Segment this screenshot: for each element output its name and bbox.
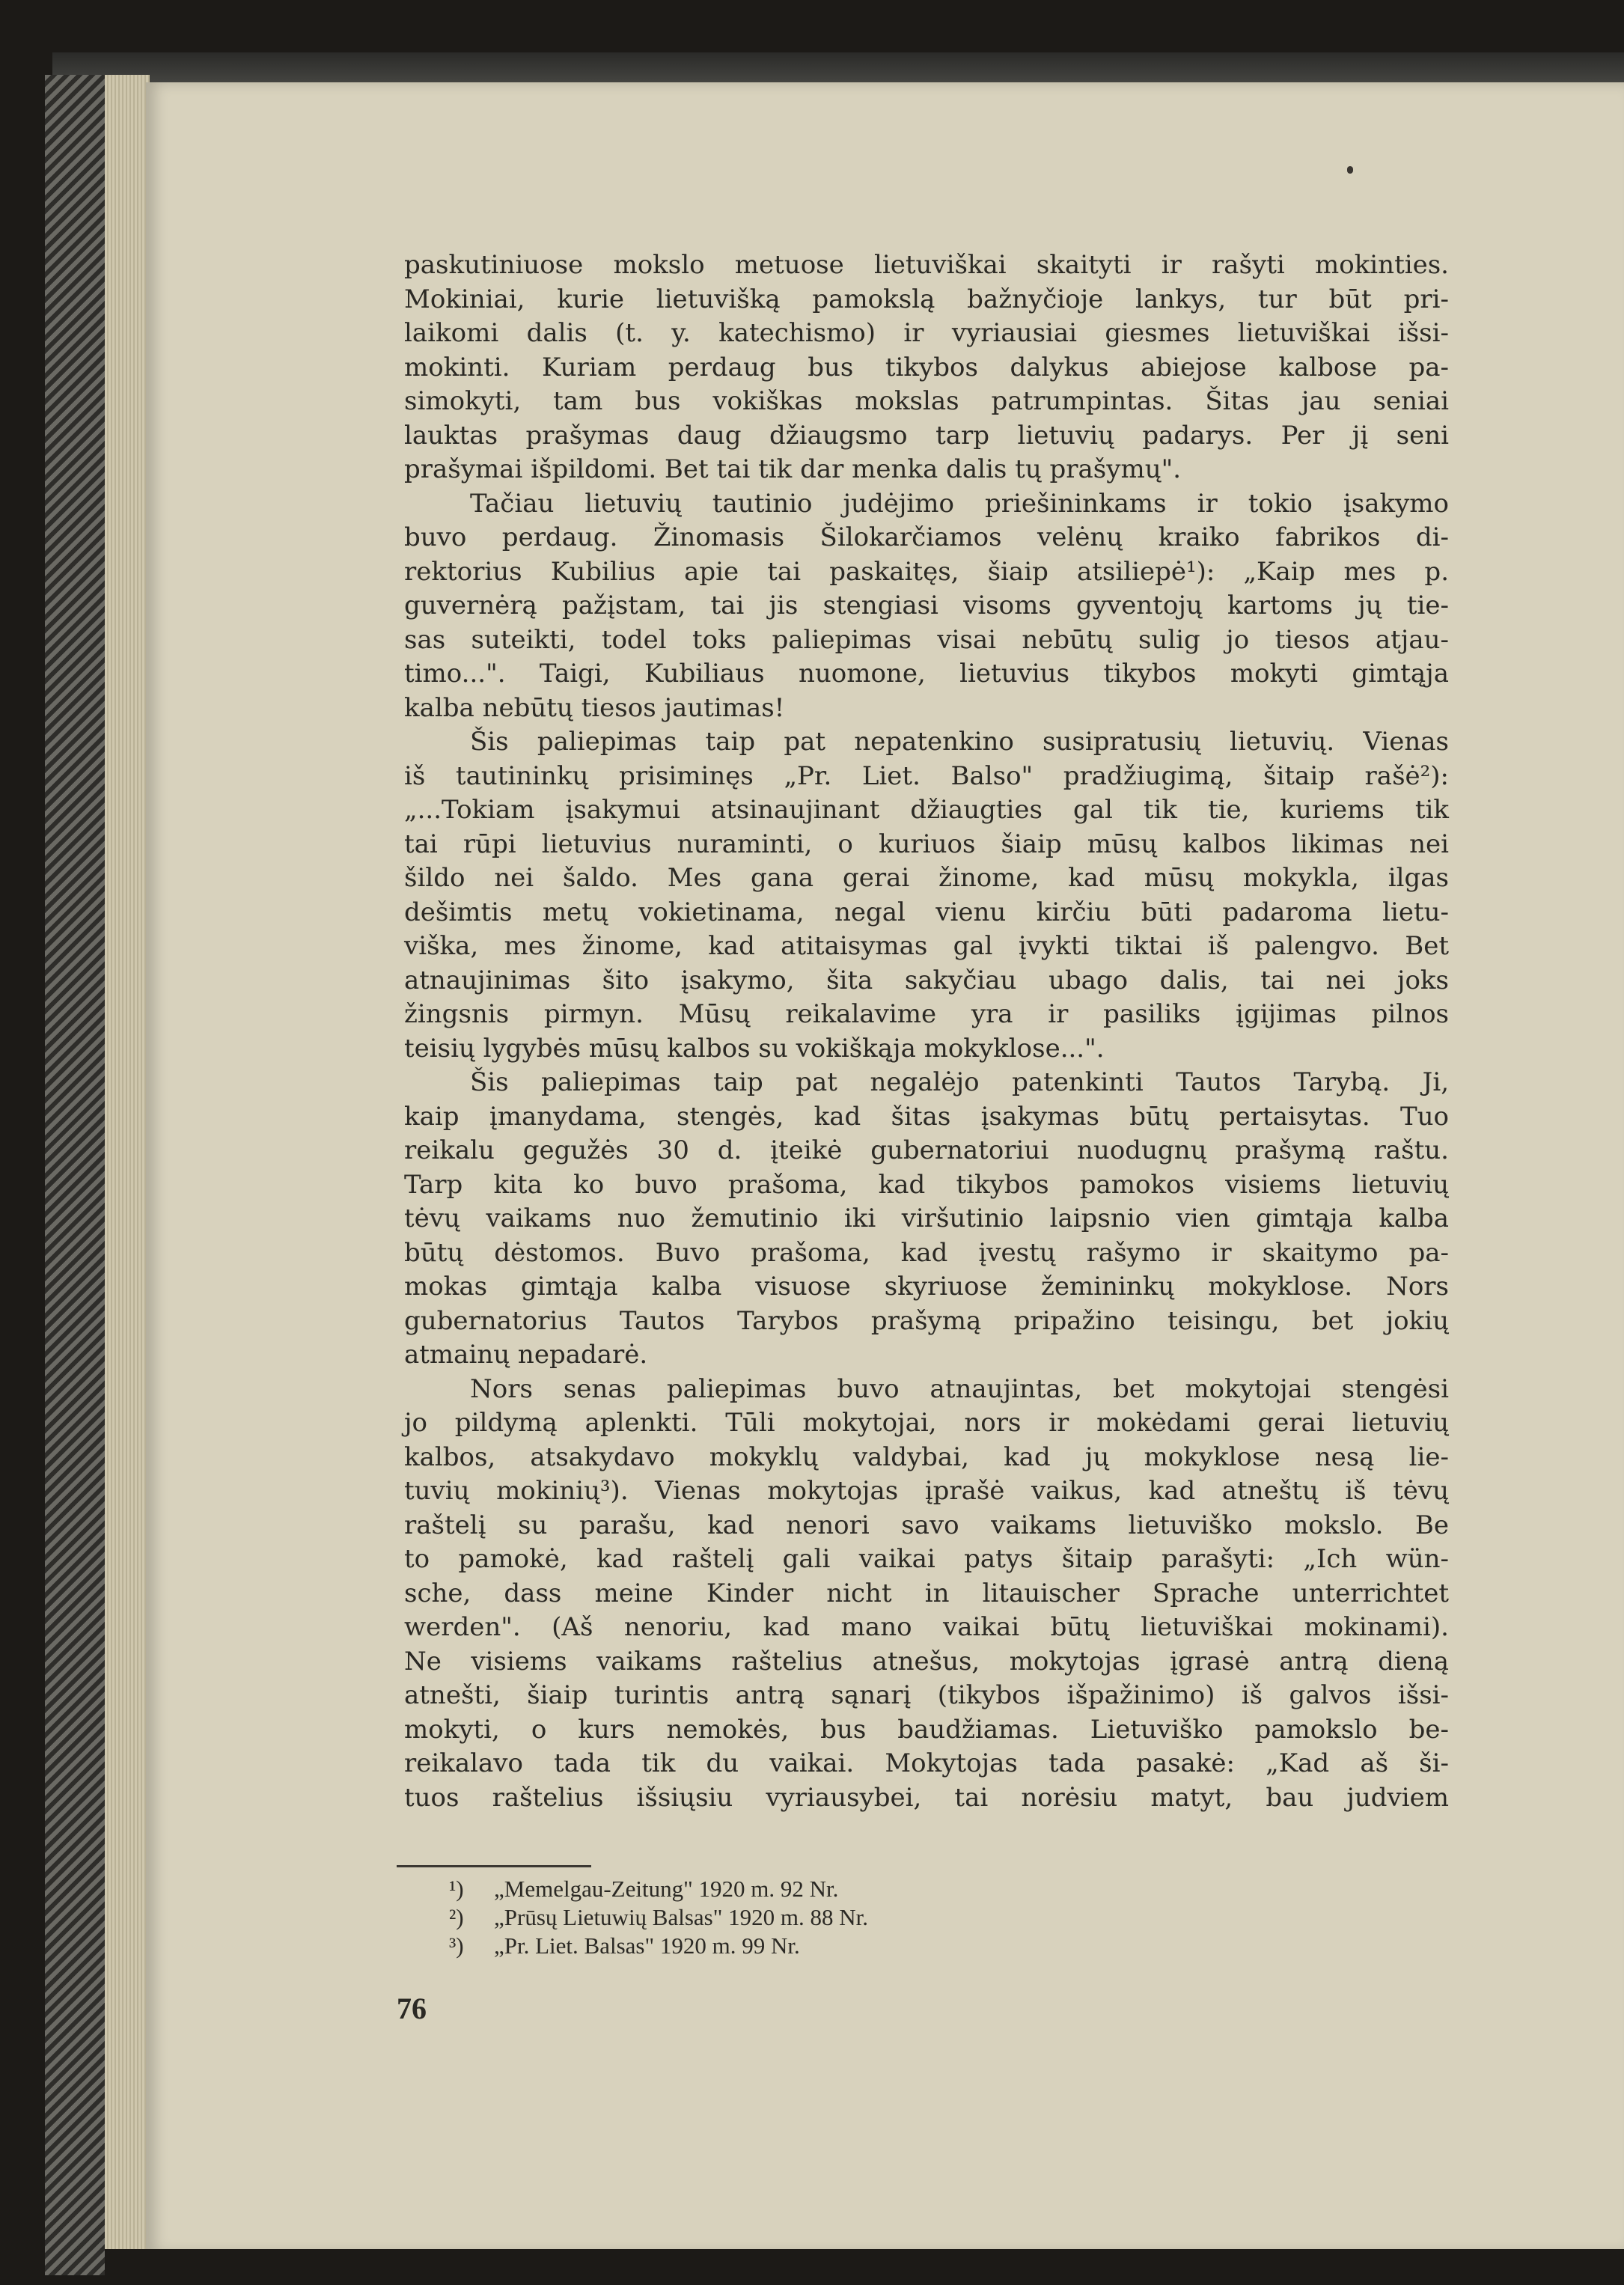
text-line: mokas gimtąja kalba visuose skyriuose žemininkų mokyklose. Nors bbox=[404, 1272, 1449, 1302]
text-line: laikomi dalis (t. y. katechismo) ir vyriausiai giesmes lietuviškai išsi- bbox=[404, 318, 1449, 348]
text-line: Nors senas paliepimas buvo atnaujintas, bet mokytojai stengėsi bbox=[470, 1373, 1449, 1404]
text-line: kaip įmanydama, stengės, kad šitas įsakymas būtų pertaisytas. Tuo bbox=[404, 1101, 1449, 1132]
text-line: to pamokė, kad raštelį gali vaikai patys šitaip parašyti: „Ich wün- bbox=[404, 1544, 1449, 1574]
text-line: tuvių mokinių³). Vienas mokytojas įprašė vaikus, kad atneštų iš tėvų bbox=[404, 1476, 1449, 1506]
text-line: Šis paliepimas taip pat nepatenkino susipratusių lietuvių. Vienas bbox=[470, 727, 1449, 757]
footnote-divider bbox=[397, 1865, 591, 1867]
text-line: Ne visiems vaikams raštelius atnešus, mokytojas įgrasė antrą dieną bbox=[404, 1646, 1449, 1677]
text-line: atnaujinimas šito įsakymo, šita sakyčiau ubago dalis, tai nei joks bbox=[404, 965, 1449, 995]
footnote bbox=[449, 1875, 868, 1903]
text-line: atmainų nepadarė. bbox=[404, 1340, 648, 1370]
footnote-text: „Pr. Liet. Balsas" 1920 m. 99 Nr. bbox=[494, 1932, 800, 1959]
text-line: buvo perdaug. Žinomasis Šilokarčiamos velėnų kraiko fabrikos di- bbox=[404, 522, 1449, 552]
text-line: iš tautininkų prisiminęs „Pr. Liet. Balso" pradžiugimą, šitaip rašė²): bbox=[404, 760, 1449, 791]
text-line: guvernėrą pažįstam, tai jis stengiasi visoms gyventojų kartoms jų tie- bbox=[404, 591, 1449, 620]
paper-speck bbox=[1347, 166, 1353, 174]
text-line: sas suteikti, todel toks paliepimas visai nebūtų sulig jo tiesos atjau- bbox=[404, 624, 1449, 655]
text-line: simokyti, tam bus vokiškas mokslas patrumpintas. Šitas jau seniai bbox=[404, 386, 1449, 416]
text-line: „...Tokiam įsakymui atsinaujinant džiaugties gal tik tie, kuriems tik bbox=[404, 795, 1449, 825]
footnote bbox=[449, 1903, 868, 1932]
text-line: lauktas prašymas daug džiaugsmo tarp lietuvių padarys. Per jį seni bbox=[404, 420, 1449, 451]
text-line: raštelį su parašu, kad nenori savo vaikams lietuviško mokslo. Be bbox=[404, 1510, 1449, 1540]
footnote-mark: ³) bbox=[449, 1932, 464, 1959]
text-line: Tarp kita ko buvo prašoma, kad tikybos pamokos visiems lietuvių bbox=[404, 1169, 1449, 1200]
book-spine-binding bbox=[45, 75, 105, 2275]
text-line: prašymai išpildomi. Bet tai tik dar menka dalis tų prašymų". bbox=[404, 454, 1182, 484]
text-line: viška, mes žinome, kad atitaisymas gal įvykti tiktai iš palengvo. Bet bbox=[404, 931, 1449, 961]
footnotes bbox=[449, 1875, 868, 1960]
text-line: gubernatorius Tautos Tarybos prašymą pripažino teisingu, bet jokių bbox=[404, 1305, 1449, 1336]
text-line: reikalu gegužės 30 d. įteikė gubernatoriui nuodugnų prašymą raštu. bbox=[404, 1135, 1449, 1165]
text-line: tėvų vaikams nuo žemutinio iki viršutinio laipsnio vien gimtąja kalba bbox=[404, 1203, 1449, 1233]
footnote-mark: ¹) bbox=[449, 1876, 464, 1902]
text-line: žingsnis pirmyn. Mūsų reikalavime yra ir pasiliks įgijimas pilnos bbox=[404, 999, 1449, 1029]
text-line: jo pildymą aplenkti. Tūli mokytojai, nors ir mokėdami gerai lietuvių bbox=[404, 1408, 1449, 1438]
footnote-mark: ²) bbox=[449, 1904, 464, 1930]
footnote bbox=[449, 1932, 868, 1960]
text-line: reikalavo tada tik du vaikai. Mokytojas tada pasakė: „Kad aš ši- bbox=[404, 1748, 1449, 1778]
text-line: Mokiniai, kurie lietuvišką pamokslą bažnyčioje lankys, tur būt pri- bbox=[404, 284, 1449, 314]
text-line: Šis paliepimas taip pat negalėjo patenkinti Tautos Tarybą. Ji, bbox=[470, 1067, 1449, 1097]
page-stack-edges bbox=[105, 75, 150, 2260]
text-line: sche, dass meine Kinder nicht in litauischer Sprache unterrichtet bbox=[404, 1578, 1449, 1608]
footnote-text: „Memelgau-Zeitung" 1920 m. 92 Nr. bbox=[494, 1876, 839, 1902]
text-line: būtų dėstomos. Buvo prašoma, kad įvestų rašymo ir skaitymo pa- bbox=[404, 1237, 1449, 1268]
text-line: dešimtis metų vokietinama, negal vienu kirčiu būti padaroma lietu- bbox=[404, 897, 1449, 927]
body-text bbox=[404, 248, 1449, 1815]
text-line: mokinti. Kuriam perdaug bus tikybos dalykus abiejose kalbose pa- bbox=[404, 352, 1449, 382]
text-line: timo...". Taigi, Kubiliaus nuomone, lietuvius tikybos mokyti gimtąja bbox=[404, 659, 1449, 689]
text-line: kalba nebūtų tiesos jautimas! bbox=[404, 692, 785, 723]
footnote-text: „Prūsų Lietuwių Balsas" 1920 m. 88 Nr. bbox=[494, 1904, 869, 1930]
text-line: kalbos, atsakydavo mokyklų valdybai, kad jų mokyklose nesą lie- bbox=[404, 1442, 1449, 1472]
text-line: tai rūpi lietuvius nuraminti, o kuriuos šiaip mūsų kalbos likimas nei bbox=[404, 829, 1449, 859]
text-line: atnešti, šiaip turintis antrą sąnarį (tikybos išpažinimo) iš galvos išsi- bbox=[404, 1680, 1449, 1710]
text-line: paskutiniuose mokslo metuose lietuviškai skaityti ir rašyti mokinties. bbox=[404, 250, 1449, 280]
page-number: 76 bbox=[397, 1992, 427, 2025]
book-bottom-edge bbox=[105, 2249, 1624, 2285]
text-line: teisių lygybės mūsų kalbos su vokiškąja mokyklose...". bbox=[404, 1033, 1105, 1064]
text-line: werden". (Aš nenoriu, kad mano vaikai būtų lietuviškai mokinami). bbox=[404, 1612, 1449, 1642]
text-line: Tačiau lietuvių tautinio judėjimo priešininkams ir tokio įsakymo bbox=[470, 488, 1449, 519]
text-line: tuos raštelius išsiųsiu vyriausybei, tai norėsiu matyt, bau judviem bbox=[404, 1782, 1449, 1813]
text-line: šildo nei šaldo. Mes gana gerai žinome, kad mūsų mokykla, ilgas bbox=[404, 863, 1449, 893]
text-line: rektorius Kubilius apie tai paskaitęs, šiaip atsiliepė¹): „Kaip mes p. bbox=[404, 556, 1449, 587]
text-line: mokyti, o kurs nemokės, bus baudžiamas. Lietuviško pamokslo be- bbox=[404, 1714, 1449, 1745]
